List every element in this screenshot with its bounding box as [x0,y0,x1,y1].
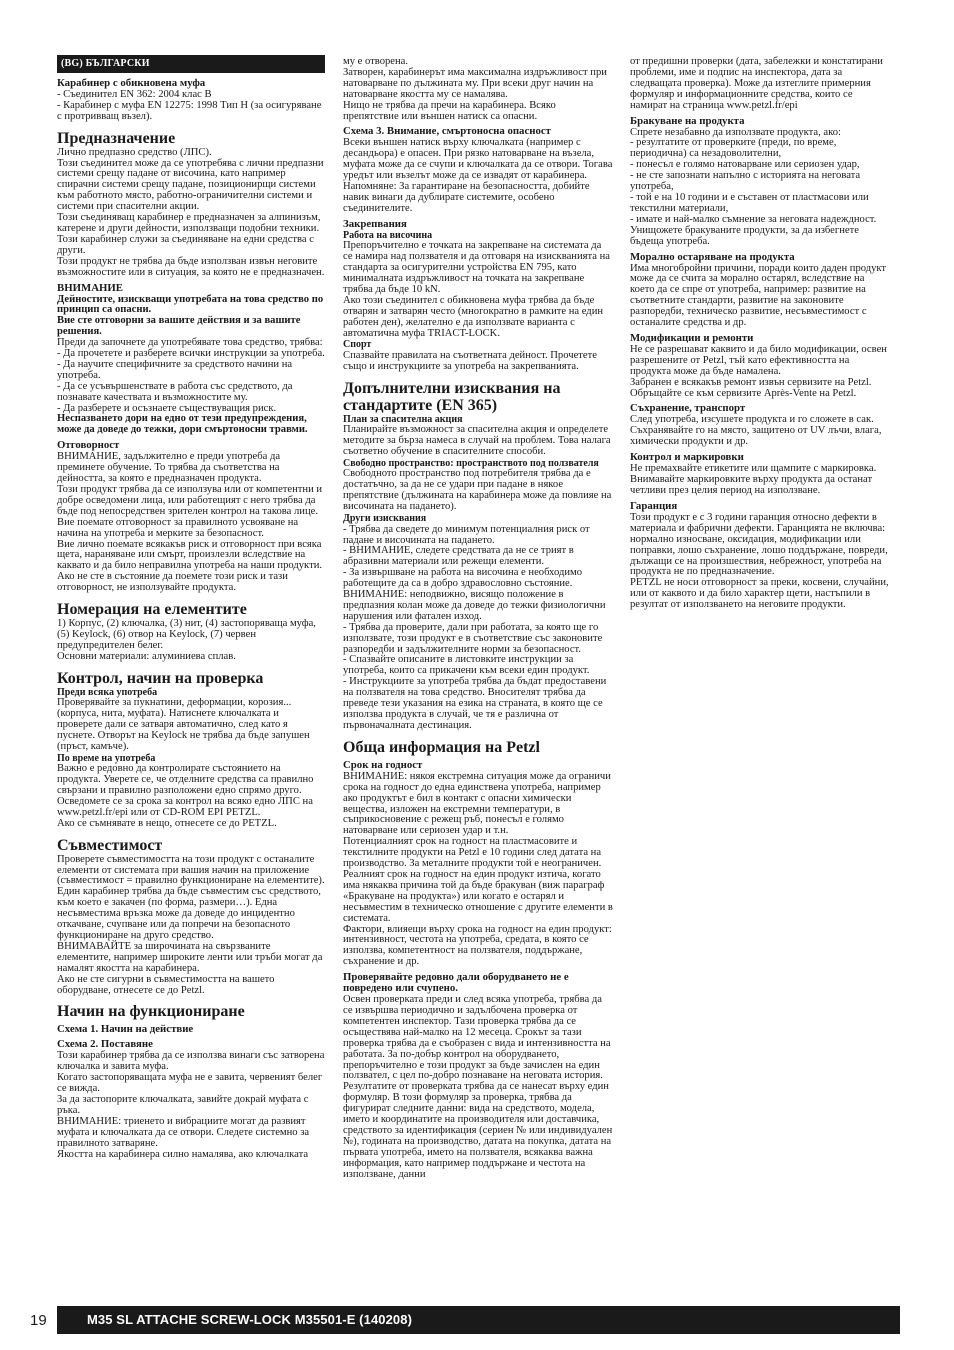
scheme-2-text: Този карабинер трябва да се използва винаги със затворена ключалка и завита муфа. Когато застопоряващата муфа не е завита, червеният белег се вижда. За да застопорите ключалката, завийте докрай муфата с ръка. ВНИМАНИЕ: триенето и вибрациите могат да развият муфата и ключалката да се отвори. Следете системно за правилното затваряне. Якостта на карабинера силно намалява, ако ключалката [57,1050,325,1160]
marking-text: Не премахвайте етикетите или щампите с маркировка. Внимавайте маркировките върху продукта да останат четливи през целия период на използване. [630,463,877,496]
height-work-heading: Работа на височина [343,229,433,241]
obsolescence-text: Има многобройни причини, поради които даден продукт може да се счита за морално остарял, вследствие на което да се спре от употреба, например: развитие на съответните стандарти, развитие на законовите разпоредби, техническо развитие, несъвместимост с останалите средства и др. [630,262,887,329]
scheme-3-heading: Схема 3. Внимание, смъртоносна опасност [343,125,551,138]
page-footer [0,1306,954,1336]
lifespan-heading: Срок на годност [343,758,423,771]
continued-text-3: от предишни проверки (дата, забележки и констатирани проблеми, име и подпис на инспектора, дата за следващата проверка). Може да изтеглите примерния формуляр и информационните средства, които се намират на страница www.petzl.fr/epi [630,56,883,111]
scheme-1-heading: Схема 1. Начин на действие [57,1023,194,1036]
language-label: (BG) БЪЛГАРСКИ [57,55,325,73]
warning-heading: ВНИМАНИЕ [57,281,123,294]
en365-heading: Допълнителни изисквания на стандартите (EN 365) [343,379,561,414]
other-requirements-heading: Други изисквания [343,513,427,525]
footer-title: M35 SL ATTACHE SCREW-LOCK M35501-E (140208) [87,1312,413,1327]
page-number: 19 [30,1312,47,1329]
carabiner-text: - Съединител EN 362: 2004 клас B - Карабинер с муфа EN 12275: 1998 Тип H (за осигуряване с протривващ възел). [57,88,322,122]
responsibility-text: ВНИМАНИЕ, задължително е преди употреба да преминете обучение. То трябва да съответства на дейността, за която е предназначен продукта. Този продукт трябва да се използува или от компетентни и добре осведомени лица, или работещият с него трябва да бъде под непосредствен зрителен контрол на такова лице. Вие поемате отговорност за правилното усвояване на начина на употреба и мерките за безопасност. Вие лично поемате всякакъв риск и отговорност при всяка щета, нараняване или смърт, произлезли вследствие на каквато и да било неправилна употреба на наши продукти. Ако не сте в състояние да поемете този риск и тази отговорност, не използувайте продукта. [57,451,323,594]
purpose-text: Лично предпазно средство (ЛПС). Този съединител може да се употребява с лични предпазни системи срещу падане от височина, като например спирачни системи срещу падане, позиционирщи системи към работното място, работно-ограничителни системи и системи при спасителни акции. Този съединяващ карабинер е предназначен за алпинизъм, катерене и други дейности, използващи подобни техники. Този карабинер служи за съединяване на едни средства с други. Този продукт не трябва да бъде използван извън неговите възможностите или в ситуация, за която не е предназначен. [57,146,325,278]
warranty-heading: Гаранция [630,499,678,512]
modifications-heading: Модификации и ремонти [630,331,754,344]
during-use-text: Важно е редовно да контролирате състоянието на продукта. Уверете се, че отделните средства са правилно свързани и правилно разположени едно спрямо друго. Осведомете се за срока за контрол на всяко едно ЛПС на www.petzl.fr/epi или от CD-ROM EPI PETZL. Ако се съмнявате в нещо, отнесете се до PETZL. [57,763,314,829]
responsibility-heading: Отговорност [57,439,120,452]
scheme-2-heading: Схема 2. Поставяне [57,1038,153,1051]
clearance-heading: Свободно пространство: пространството под ползвателя [343,457,599,469]
anchors-heading: Закрепвания [343,217,407,230]
lifespan-text: ВНИМАНИЕ: някоя екстремна ситуация може да ограничи срока на годност до една единствена употреба, например ако продуктът е бил в контакт с опасни химически вещества, изложен на екстремни температури, в съприкосновение с режещ ръб, понесъл е голямо натоварване или сериозен удар и т.н. Потенциалният срок на годност на пластмасовите и текстилните продукти на Petzl е 10 години след датата на производство. За металните продукти той е неограничен. Реалният срок на годност на един продукт изтича, когато има някаква причина той да бъде бракуван (виж параграф «Бракуване на продукта») или когато е остарял и несъвместим в техническо отношение с другите елементи в системата. Фактори, влияещи върху срока на годност на един продукт: интензивност, честота на употреба, средата, в която се използва, компетентност на ползвателя, поддържане, съхранение и др. [343,770,613,968]
function-heading: Начин на функциониране [57,1003,245,1021]
height-work-text: Препоръчително е точката на закрепване на системата да се намира над ползвателя и да отговаря на изискванията на стандарта за осигурителни устройства EN 795, като минималната издръжливост на точката на закрепване трябва да бъде 10 kN. Ако този съединител с обикновена муфа трябва да бъде отварян и затварян често (многократно в рамките на един работен ден), желателно е да използвате варианта с автоматична муфа TRIACT-LOCK. [343,240,610,339]
storage-heading: Съхранение, транспорт [630,402,746,415]
footer-bar [57,1306,900,1334]
inspection-check-text: Освен проверката преди и след всяка употреба, трябва да се извършва периодично и задълбочена проверка от компетентен инспектор. Тази проверка трябва да се осъществява най-малко на 12 месеца. Срокът за тази проверка трябва да е съобразен с вида и интензивността на работата. За по-добър контрол на оборудването, препоръчително е този продукт за бъде зачислен на един ползвател, с цел по-добро познаване на неговата история. Резултатите от проверката трябва да се нанесат върху един формуляр. В този формуляр за проверка, трябва да фигурират следните данни: вида на средството, модела, името и координатите на производителя или доставчика, средството за идентификация (сериен № или индивидуален №), годината на производство, датата на покупка, датата на първата употреба, името на ползвателя, всякаква важна информация, като например поддържане и честота на използване, данни [343,994,613,1180]
inspection-heading: Контрол, начин на проверка [57,669,264,687]
during-use-heading: По време на употреба [57,752,156,764]
compatibility-text: Проверете съвместимостта на този продукт с останалите елементи от системата при вашия начин на приложение (съвместимост = правилно функциониране на елементите). Един карабинер трябва да бъде съвместим със средството, към което е закачен (по форма, размери…). Една несъвместима връзка може да доведе до инцидентно откачване, счупване или да попречи на безопасното функциониране на друго средство. ВНИМАВАЙТЕ за широчината на свързваните елементите, например широките ленти или тръби могат да намалят якостта на карабинера. Ако не сте сигурни в съвместимостта на вашето оборудване, отнесете се до Petzl. [57,853,325,996]
purpose-heading: Предназначение [57,129,176,147]
warning-bold-2: Неспазването дори на едно от тези предупреждения, може да доведе до тежки, дори смъртоносни травми. [57,413,308,436]
marking-heading: Контрол и маркировки [630,451,744,464]
modifications-text: Не се разрешават каквито и да било модификации, освен разрешените от Petzl, тъй като ефективността на продукта може да бъде намалена. Забранен е всякакъв ремонт извън сервизите на Petzl. Обръщайте се към сервизите Après-Vente на Petzl. [630,343,887,399]
warning-bold: Дейностите, изискващи употребата на това средство по принцип са опасни. Вие сте отговорни за вашите действия и за вашите решения. [57,293,324,338]
warranty-text: Този продукт е с 3 години гаранция относно дефекти в материала и фабрични дефекти. Гаранцията не включва: нормално износване, оксидация, модификации или поправки, лошо съхранение, лошо поддържане, повреди, дължащи се на произшествия, небрежност, употреба на продукта не по предназначение. PETZL не носи отговорност за преки, косвени, случайни, или от каквото и да било характер щети, настъпили в резултат от използването на неговите продукти. [630,511,889,611]
rescue-plan-heading: План за спасителна акция [343,413,463,425]
before-use-text: Проверявайте за пукнатини, деформации, корозия... (корпуса, нита, муфата). Натиснете ключалката и проверете дали се затваря автоматично, след като я пуснете. Отворът на Keylock не трябва да бъде запушен (пръст, камъче). [57,697,310,752]
clearance-text: Свободното пространство под потребителя трябва да е достатъчно, за да не се удари при падане в някое препятствие (дължината на карабинера може да повлияе на височината на падането). [343,468,612,513]
other-requirements-text: - Трябва да сведете до минимум потенциалния риск от падане и височината на падането. - ВНИМАНИЕ, следете средствата да не се трият в абразивни материали или режещи елементи. - За извършване на работа на височина е необходимо работещите да са в добро здравословно състояние. ВНИМАНИЕ: неподвижно, висящо положение в предпазния колан може да доведе до тежки физиологични нарушения или фатален изход. - Трябва да проверите, дали при работата, за която ще го използвате, този продукт е в съответствие със законовите разпоредби и задължителните норми за безопасност. - Спазвайте описаните в листовките инструкции за употреба, които са прикачени към всеки един продукт. - Инструкциите за употреба трябва да бъдат предоставени на ползвателя на това средство. Вносителят трябва да преведе тези указания на езика на страната, в която ще се използва продукта в случай, че тя е различна от първоначалната дестинация. [343,523,607,731]
inspection-check-heading: Проверявайте редовно дали оборудването не е повредено или счупено. [343,971,569,995]
compatibility-heading: Съвместимост [57,836,163,854]
nomenclature-heading: Номерация на елементите [57,601,247,619]
storage-text: След употреба, изсушете продукта и го сложете в сак. Съхранявайте го на място, защитено от UV лъчи, влага, химически продукти и др. [630,414,882,448]
column-2 [343,57,613,1181]
scheme-3-text: Всеки външен натиск върху ключалката (например с десандьора) е опасен. При рязко натоварване на възела, муфата може да се счупи и ключалката да се отвори. Тогава уредът или възелът може да се извадят от карабинера. Напомняне: За гарантиране на безопасността, добийте навик винаги да дублирате системите, особено съединителите. [343,137,613,214]
before-use-heading: Преди всяка употреба [57,686,158,698]
general-info-heading: Обща информация на Petzl [343,738,540,756]
rescue-plan-text: Планирайте възможност за спасителна акция и определете методите за бърза намеса в случай на проблем. Това налага съответно обучение в спасителните способи. [343,424,611,458]
sport-text: Спазвайте правилата на съответната дейност. Прочетете също и инструкциите за употреба на закрепванията. [343,349,597,372]
warning-text: Преди да започнете да употребявате това средство, трябва: - Да прочетете и разберете всички инструкции за употреба. - Да научите специфичните за средството начини на употреба. - Да се усъвършенствате в работа със средството, да познавате качествата и възможностите му. - Да разберете и осъзнаете съществуващия риск. [57,337,325,414]
nomenclature-text: 1) Корпус, (2) ключалка, (3) нит, (4) застопоряваща муфа, (5) Keylock, (6) отвор на Keylock, (7) червен предупредителен белег. Основни материали: алуминиева сплав. [57,618,316,662]
column-3 [630,57,890,611]
continued-text: му е отворена. Затворен, карабинерът има максимална издръжливост при натоварване по дължината му. При всеки друг начин на натоварване якостта му се намалява. Нищо не трябва да пречи на карабинера. Всяко препятствие или външен натиск са опасни. [343,56,607,122]
sport-heading: Спорт [343,339,372,351]
column-1 [57,55,325,1161]
obsolescence-heading: Морално остаряване на продукта [630,250,795,263]
carabiner-title: Карабинер с обикновена муфа [57,76,206,89]
retire-heading: Бракуване на продукта [630,114,745,127]
retire-text: Спрете незабавно да използвате продукта, ако: - резултатите от проверките (преди, по време, периодична) са незадоволителни, - понесъл е голямо натоварване или сериозен удар, - не сте запознати напълно с историята на неговата употреба, - той е на 10 години и е съставен от пластмасови или текстилни материали, - имате и най-малко съмнение за неговата надеждност. Унищожете бракуваните продукти, за да избегнете бъдеща употреба. [630,126,877,247]
